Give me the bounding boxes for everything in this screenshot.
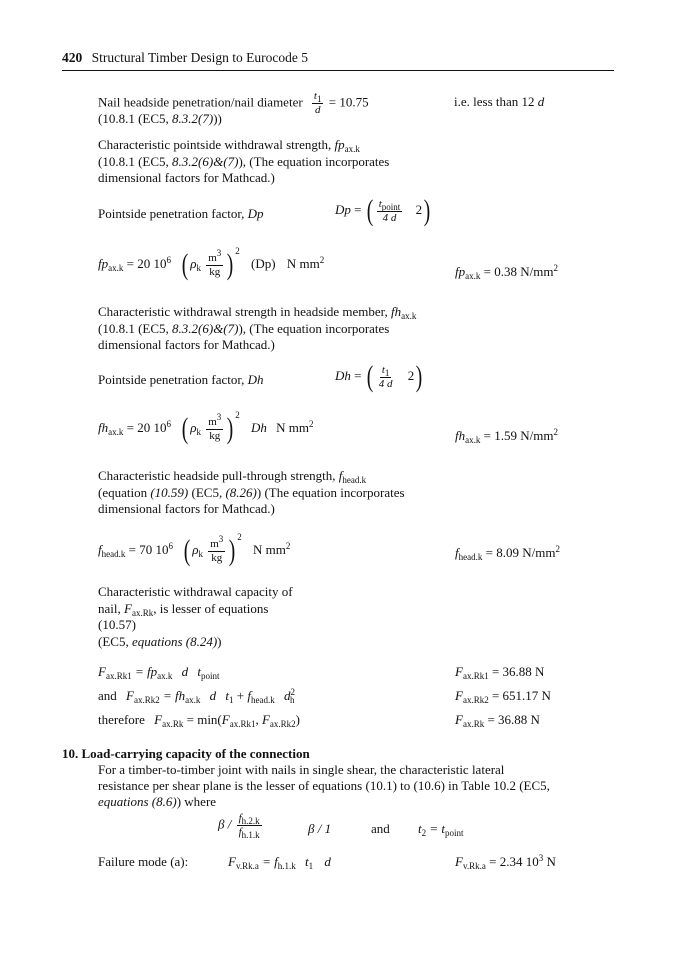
fpax-result: $fp_{ax.k} = 0.38$ $N/mm^2$ xyxy=(455,263,558,281)
withdrawal-capacity-text: Characteristic withdrawal capacity of nail, $F_{ax.Rk}$, is lesser of equations (10.57) (EC5, equations (8.24)) xyxy=(98,584,293,649)
page-number: 420 xyxy=(62,50,83,65)
dh-label: Pointside penetration factor, Dh xyxy=(98,372,264,387)
ratio-note: i.e. less than 12 d xyxy=(454,94,545,109)
fax-rk-result: $F_{ax.Rk} = 36.88$ N xyxy=(455,712,540,729)
fhax-equation: $fh_{ax.k} = 20$ $10^6$ ( $\rho_k$ $\frac{m^3}{kg}$ ) $^2$ Dh N $mm^2$ xyxy=(98,409,314,445)
failure-mode-label: Failure mode (a): xyxy=(98,854,189,869)
and-word: and xyxy=(371,821,390,836)
fax-rk2-equation: and $F_{ax.Rk2} = fh_{ax.k}$ d $t_1 + f_{head.k}$ $d^2_h$ xyxy=(98,687,295,705)
fax-rk2-result: $F_{ax.Rk2} = 651.17$ N xyxy=(455,688,551,705)
ratio-reference: (10.8.1 (EC5, 8.3.2(7))) xyxy=(98,111,222,126)
beta-one: β / 1 xyxy=(308,821,332,836)
headside-ratio-line: Nail headside penetration/nail diameter $\frac{t_1}{d}$ = 10.75 xyxy=(98,90,369,116)
fax-rk-equation: therefore $F_{ax.Rk} = \min(F_{ax.Rk1}$, $F_{ax.Rk2}$) xyxy=(98,712,301,729)
dh-equation: Dh = ( $\frac{t_1}{4 d}$ 2) xyxy=(335,360,423,393)
t2-definition: $t_2 = t_{point}$ xyxy=(418,821,464,838)
failure-mode-result: $F_{v.Rk.a} = 2.34$ $10^3$ N xyxy=(455,853,556,871)
header-rule xyxy=(62,70,614,71)
fpax-equation: $fp_{ax.k} = 20$ $10^6$ ( $\rho_k$ $\frac{m^3}{kg}$ ) $^2$ (Dp) N $mm^2$ xyxy=(98,245,325,281)
fhead-equation: $f_{head.k} = 70$ $10^6$ ( $\rho_k$ $\frac{m^3}{kg}$ ) $^2$ N $mm^2$ xyxy=(98,531,291,567)
fhax-result: $fh_{ax.k} = 1.59$ $N/mm^2$ xyxy=(455,427,558,445)
fax-rk1-result: $F_{ax.Rk1} = 36.88$ N xyxy=(455,664,545,681)
book-title: Structural Timber Design to Eurocode 5 xyxy=(91,50,308,65)
failure-mode-equation: $F_{v.Rk.a} = f_{h.1.k}$ $t_1$ d xyxy=(228,854,331,871)
fax-rk1-equation: $F_{ax.Rk1} = fp_{ax.k}$ d $t_{point}$ xyxy=(98,664,220,681)
section-heading: 10. Load-carrying capacity of the connection xyxy=(62,746,310,761)
fhead-result: $f_{head.k} = 8.09$ $N/mm^2$ xyxy=(455,544,560,562)
dp-equation: Dp = ( $\frac{t_{point}}{4 d}$ 2) xyxy=(335,194,431,227)
beta-definition: β / $\frac{f_{h.2.k}}{f_{h.1.k}}$ xyxy=(218,812,260,840)
ratio-fraction: $\frac{t_1}{d}$ xyxy=(313,90,322,116)
pull-through-text: Characteristic headside pull-through strength, $f_{head.k}$ (equation (10.59) (EC5, (8.26)) (The equation incorporates dimensional factors for Mathcad.) xyxy=(98,468,405,516)
ratio-value: = 10.75 xyxy=(328,94,369,110)
section-intro: For a timber-to-timber joint with nails in single shear, the characteristic lateral resistance per shear plane is the lesser of equations (10.1) to (10.6) in Table 10.2 (EC5, equations (8.6)) where xyxy=(98,762,550,809)
running-header xyxy=(62,50,308,66)
dp-label: Pointside penetration factor, Dp xyxy=(98,206,264,221)
pointside-withdrawal-text: Characteristic pointside withdrawal strength, $fp_{ax.k}$ (10.8.1 (EC5, 8.3.2(6)&(7)), (The equation incorporates dimensional factors for Mathcad.) xyxy=(98,137,390,185)
headside-withdrawal-text: Characteristic withdrawal strength in headside member, $fh_{ax.k}$ (10.8.1 (EC5, 8.3.2(6)&(7)), (The equation incorporates dimensional factors for Mathcad.) xyxy=(98,304,417,352)
